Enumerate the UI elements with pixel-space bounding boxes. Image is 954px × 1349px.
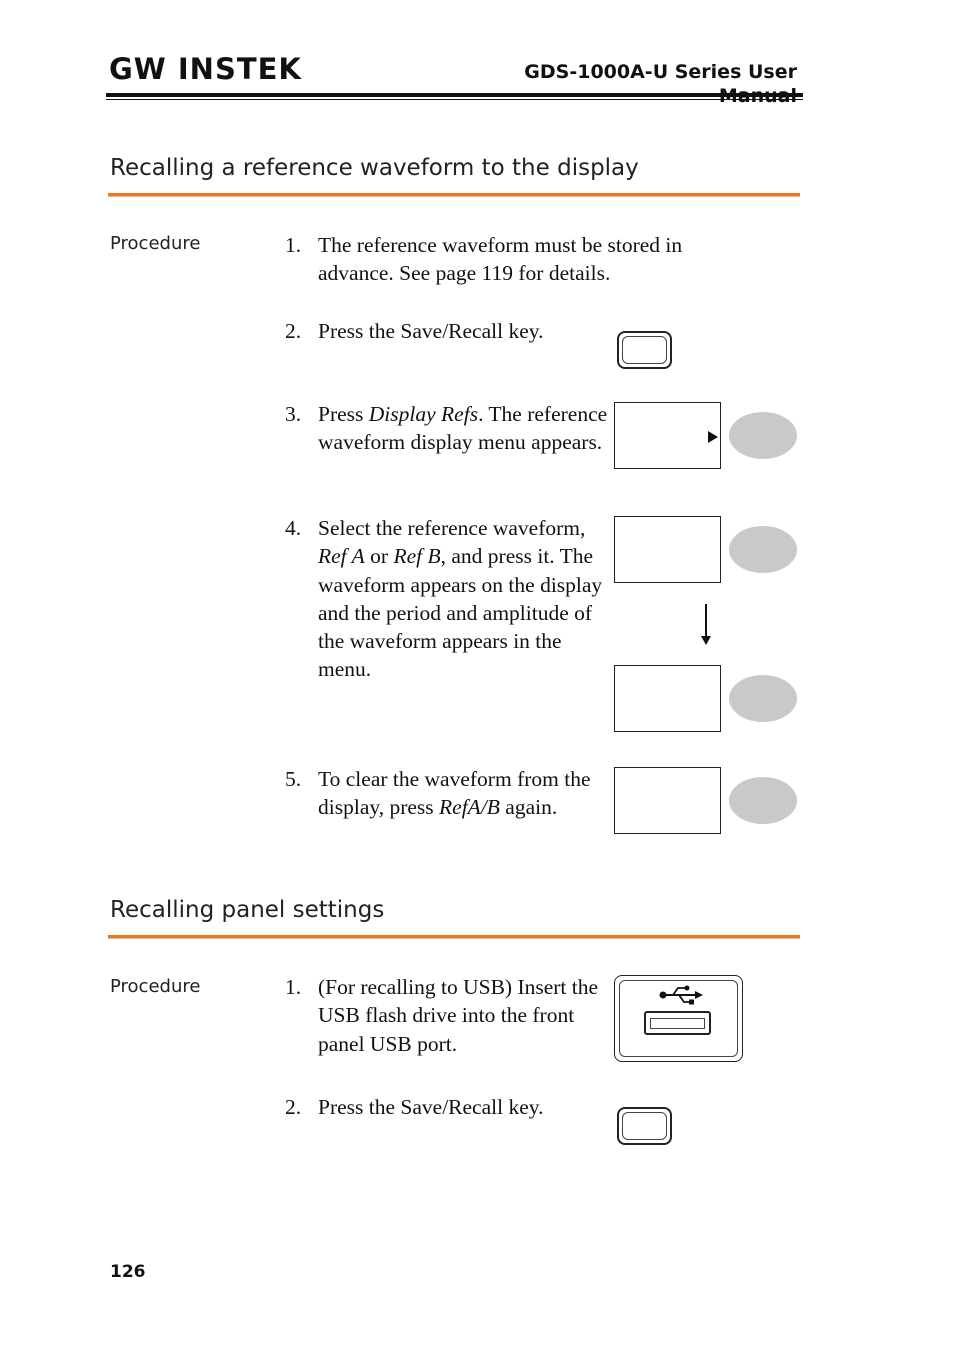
menu-term-ref-a: Ref A (318, 544, 365, 569)
step-text: The reference waveform must be stored in advance. See page 119 for details. (318, 233, 683, 286)
step-number: 2. (285, 319, 302, 343)
save-recall-key-icon (617, 1107, 672, 1145)
soft-key-icon (729, 777, 797, 824)
step-number: 3. (285, 402, 302, 426)
section-rule-light (108, 196, 800, 197)
arrow-down-icon (699, 604, 713, 646)
soft-key-icon (729, 412, 797, 459)
step-number: 4. (285, 516, 302, 540)
menu-term-display-refs: Display Refs (368, 402, 479, 426)
soft-key-icon (729, 675, 797, 722)
section-rule-light (108, 938, 800, 939)
manual-title: GDS-1000A-U Series User (524, 61, 797, 83)
refab-menu-box (614, 767, 721, 834)
step-text: Press Display Refs. The reference waveform display menu appears. (318, 402, 608, 455)
page-number: 126 (110, 1262, 146, 1282)
ref-menu-box (614, 516, 721, 583)
step-text: Press the Save/Recall key. (318, 1095, 544, 1119)
section-title-reference-waveform: Recalling a reference waveform to the display (110, 155, 639, 181)
ref-menu-box-updated (614, 665, 721, 732)
procedure-label: Procedure (110, 976, 201, 997)
usb-icon (659, 985, 703, 1005)
header-rule-thin (106, 99, 803, 100)
step-number: 1. (285, 975, 302, 999)
step-text: Select the reference waveform, Ref A or Ref B, and press it. The waveform appears on the display and the period and amplitude of the waveform appears in the menu. (318, 516, 603, 682)
step-text: (For recalling to USB) Insert the USB flash drive into the front panel USB port. (318, 975, 599, 1056)
brand-logo: GW INSTEK (109, 52, 302, 86)
soft-key-icon (729, 526, 797, 573)
step-text: To clear the waveform from the display, press RefA/B again. (318, 767, 591, 820)
save-recall-key-icon (617, 331, 672, 369)
step-number: 2. (285, 1095, 302, 1119)
submenu-arrow-icon (708, 431, 718, 443)
step-text: Press the Save/Recall key. (318, 319, 544, 343)
display-refs-menu-box (614, 402, 721, 469)
menu-term-ref-b: Ref B (393, 544, 441, 569)
step-number: 1. (285, 233, 302, 257)
step-number: 5. (285, 767, 302, 791)
section-title-panel-settings: Recalling panel settings (110, 897, 385, 923)
usb-port-icon (614, 975, 743, 1062)
usb-slot (644, 1011, 711, 1035)
header-rule (106, 93, 803, 97)
menu-term-refab: RefA/B (439, 795, 500, 820)
procedure-label: Procedure (110, 233, 201, 254)
